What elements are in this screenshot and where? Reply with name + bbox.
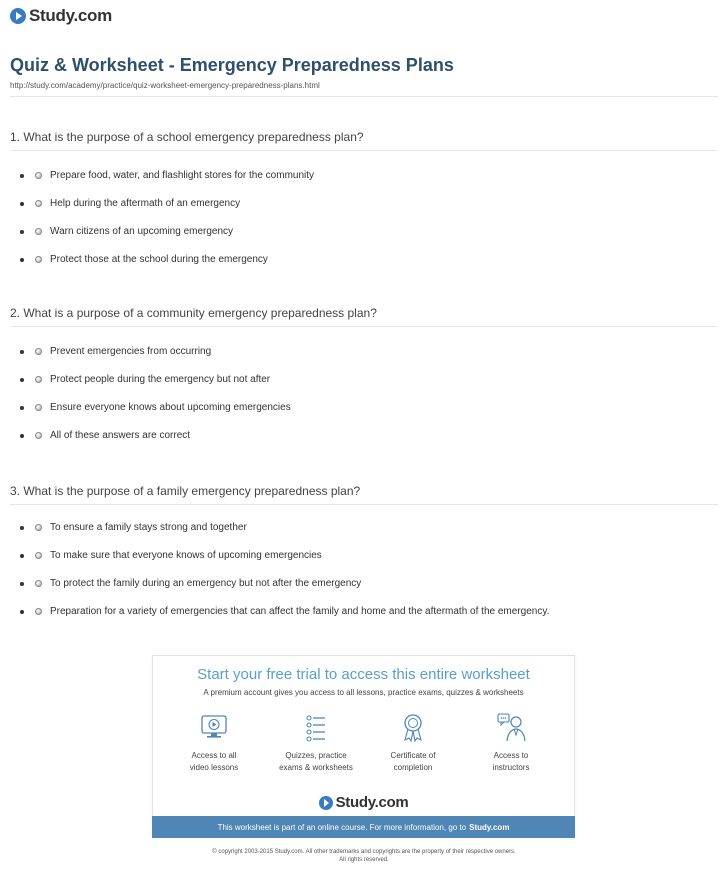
bullet-icon: [20, 434, 24, 438]
answer-option[interactable]: [20, 254, 268, 265]
page-url[interactable]: http://study.com/academy/practice/quiz-worksheet-emergency-preparedness-plans.html: [10, 81, 320, 90]
free-trial-promo[interactable]: [152, 655, 575, 838]
study-link[interactable]: Study.com: [469, 822, 510, 832]
option-label: To protect the family during an emergency but not after the emergency: [50, 578, 362, 589]
bullet-icon: [20, 554, 24, 558]
feature-label: exams & worksheets: [279, 763, 353, 772]
feature-label: completion: [393, 763, 433, 772]
study-logo[interactable]: [10, 6, 112, 26]
radio-button[interactable]: [35, 200, 42, 207]
feature-instructors: [471, 712, 551, 774]
feature-label: Access to: [493, 751, 529, 760]
option-label: Warn citizens of an upcoming emergency: [50, 226, 234, 237]
bullet-icon: [20, 526, 24, 530]
radio-button[interactable]: [35, 256, 42, 263]
radio-button[interactable]: [35, 552, 42, 559]
feature-label: Quizzes, practice: [285, 751, 347, 760]
course-info-bar[interactable]: [152, 816, 575, 838]
divider: [10, 504, 718, 505]
question-3: 3. What is the purpose of a family emergency preparedness plan?: [10, 484, 361, 498]
answer-option[interactable]: [20, 578, 361, 589]
play-icon: [10, 8, 26, 24]
option-label: Protect those at the school during the emergency: [50, 254, 268, 265]
video-icon: [199, 712, 229, 742]
bullet-icon: [20, 202, 24, 206]
option-label: Preparation for a variety of emergencies that can affect the family and home and the aftermath of the emergency.: [50, 606, 550, 617]
feature-label: video lessons: [189, 763, 239, 772]
bullet-icon: [20, 610, 24, 614]
logo-text: Study.com: [335, 794, 409, 811]
feature-label: Certificate of: [390, 751, 436, 760]
answer-option[interactable]: [20, 374, 270, 385]
radio-button[interactable]: [35, 580, 42, 587]
answer-option[interactable]: [20, 198, 240, 209]
option-label: All of these answers are correct: [50, 430, 191, 441]
certificate-icon: [398, 712, 428, 742]
radio-button[interactable]: [35, 404, 42, 411]
answer-option[interactable]: [20, 550, 322, 561]
radio-button[interactable]: [35, 608, 42, 615]
play-icon: [319, 796, 333, 810]
option-label: Ensure everyone knows about upcoming emergencies: [50, 402, 291, 413]
feature-certificate: [373, 712, 453, 774]
option-label: To make sure that everyone knows of upcoming emergencies: [50, 550, 322, 561]
answer-option[interactable]: [20, 170, 314, 181]
promo-heading[interactable]: Start your free trial to access this entire worksheet: [197, 666, 530, 683]
answer-option[interactable]: [20, 606, 549, 617]
divider: [10, 326, 718, 327]
feature-label: Access to all: [191, 751, 237, 760]
divider: [10, 96, 718, 97]
feature-video: [174, 712, 254, 774]
bullet-icon: [20, 406, 24, 410]
answer-option[interactable]: [20, 430, 190, 441]
bullet-icon: [20, 350, 24, 354]
answer-option[interactable]: [20, 402, 291, 413]
divider: [10, 150, 718, 151]
option-label: Help during the aftermath of an emergency: [50, 198, 241, 209]
bullet-icon: [20, 258, 24, 262]
answer-option[interactable]: [20, 346, 211, 357]
option-label: Prevent emergencies from occurring: [50, 346, 212, 357]
question-1: 1. What is the purpose of a school emergency preparedness plan?: [10, 130, 364, 144]
page-title: Quiz & Worksheet - Emergency Preparedness Plans: [10, 55, 454, 75]
promo-logo[interactable]: [153, 794, 574, 811]
bar-text: This worksheet is part of an online course. For more information, go to: [217, 822, 467, 832]
option-label: To ensure a family stays strong and together: [50, 522, 247, 533]
logo-text: Study.com: [29, 6, 112, 25]
instructor-icon: [496, 712, 526, 742]
promo-subheading: A premium account gives you access to all lessons, practice exams, quizzes & worksheets: [203, 688, 524, 697]
radio-button[interactable]: [35, 348, 42, 355]
radio-button[interactable]: [35, 432, 42, 439]
radio-button[interactable]: [35, 228, 42, 235]
radio-button[interactable]: [35, 172, 42, 179]
bullet-icon: [20, 230, 24, 234]
copyright-footer: [0, 848, 728, 864]
radio-button[interactable]: [35, 524, 42, 531]
list-icon: [301, 712, 331, 742]
bullet-icon: [20, 174, 24, 178]
bullet-icon: [20, 378, 24, 382]
radio-button[interactable]: [35, 376, 42, 383]
option-label: Protect people during the emergency but not after: [50, 374, 271, 385]
option-label: Prepare food, water, and flashlight stores for the community: [50, 170, 315, 181]
feature-quizzes: [276, 712, 356, 774]
answer-option[interactable]: [20, 226, 233, 237]
copyright-text: © copyright 2003-2015 Study.com. All other trademarks and copyrights are the property of their respective owners.: [212, 849, 516, 855]
bullet-icon: [20, 582, 24, 586]
question-2: 2. What is a purpose of a community emergency preparedness plan?: [10, 306, 377, 320]
answer-option[interactable]: [20, 522, 247, 533]
rights-text: All rights reserved.: [339, 857, 389, 863]
feature-label: instructors: [492, 763, 530, 772]
